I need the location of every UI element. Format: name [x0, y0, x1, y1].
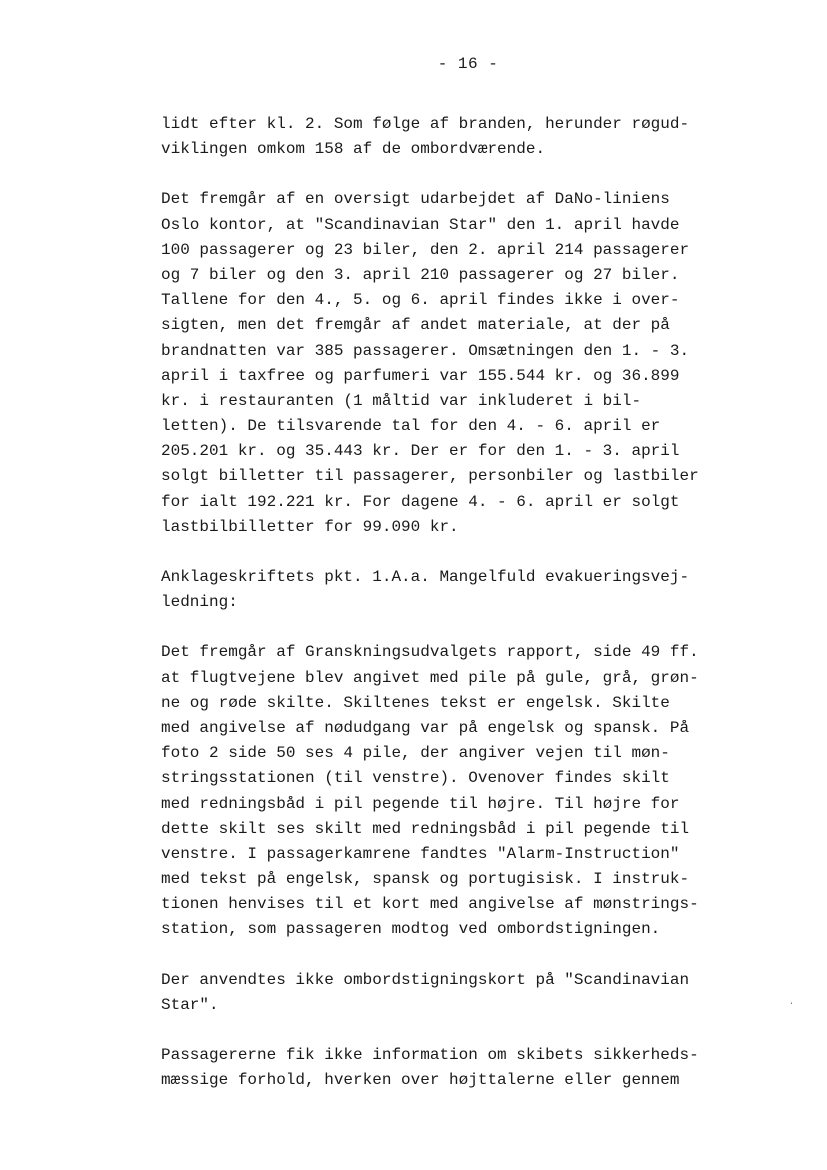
- text-line: med tekst på engelsk, spansk og portugisisk. I instruk-: [161, 870, 690, 889]
- text-line: foto 2 side 50 ses 4 pile, der angiver vejen til møn-: [161, 744, 670, 763]
- body-text: [161, 112, 741, 1118]
- text-line: tionen henvises til et kort med angivelse af mønstrings-: [161, 895, 699, 914]
- text-line: Det fremgår af en oversigt udarbejdet af DaNo-liniens: [161, 190, 670, 209]
- text-line: med angivelse af nødudgang var på engelsk og spansk. På: [161, 718, 690, 737]
- paragraph-fire-casualties: [161, 112, 741, 162]
- text-line: Oslo kontor, at "Scandinavian Star" den 1. april havde: [161, 215, 680, 234]
- text-line: for ialt 192.221 kr. For dagene 4. - 6. april er solgt: [161, 492, 680, 511]
- text-line: venstre. I passagerkamrene fandtes "Alarm-Instruction": [161, 844, 680, 863]
- text-line: ne og røde skilte. Skiltenes tekst er engelsk. Skilte: [161, 693, 670, 712]
- text-line: at flugtvejene blev angivet med pile på gule, grå, grøn-: [161, 668, 699, 687]
- text-line: mæssige forhold, hverken over højttalerne eller gennem: [161, 1071, 680, 1090]
- text-line: kr. i restauranten (1 måltid var inkluderet i bil-: [161, 391, 642, 410]
- text-line: Star".: [161, 995, 219, 1014]
- text-line: Tallene for den 4., 5. og 6. april findes ikke i over-: [161, 291, 680, 310]
- section-heading-evacuation: [161, 565, 741, 615]
- text-line: viklingen omkom 158 af de ombordværende.: [161, 140, 546, 159]
- page-number: - 16 -: [437, 55, 499, 73]
- text-line: sigten, men det fremgår af andet materiale, at der på: [161, 316, 670, 335]
- text-line: station, som passageren modtog ved ombordstigningen.: [161, 920, 661, 939]
- text-line: Anklageskriftets pkt. 1.A.a. Mangelfuld evakueringsvej-: [161, 568, 690, 586]
- text-line: Der anvendtes ikke ombordstigningskort på "Scandinavian: [161, 970, 690, 989]
- text-line: 100 passagerer og 23 biler, den 2. april 214 passagerer: [161, 240, 690, 259]
- text-line: stringsstationen (til venstre). Ovenover findes skilt: [161, 769, 670, 788]
- paragraph-escape-routes: [161, 640, 741, 942]
- text-line: dette skilt ses skilt med redningsbåd i pil pegende til: [161, 819, 690, 838]
- text-line: solgt billetter til passagerer, personbiler og lastbiler: [161, 467, 699, 486]
- stray-mark: ʻ: [789, 1002, 794, 1011]
- text-line: april i taxfree og parfumeri var 155.544 kr. og 36.899: [161, 366, 680, 385]
- text-line: lidt efter kl. 2. Som følge af branden, herunder røgud-: [161, 115, 690, 133]
- paragraph-boarding-cards: [161, 968, 741, 1018]
- text-line: Det fremgår af Granskningsudvalgets rapport, side 49 ff.: [161, 643, 699, 662]
- text-line: 205.201 kr. og 35.443 kr. Der er for den 1. - 3. april: [161, 442, 680, 461]
- paragraph-safety-information: [161, 1043, 741, 1093]
- text-line: lastbilbilletter for 99.090 kr.: [161, 517, 459, 536]
- text-line: letten). De tilsvarende tal for den 4. - 6. april er: [161, 417, 661, 436]
- text-line: brandnatten var 385 passagerer. Omsætningen den 1. - 3.: [161, 341, 690, 360]
- paragraph-passenger-overview: [161, 187, 741, 540]
- text-line: Passagererne fik ikke information om skibets sikkerheds-: [161, 1046, 699, 1064]
- text-line: og 7 biler og den 3. april 210 passagerer og 27 biler.: [161, 265, 680, 284]
- text-line: med redningsbåd i pil pegende til højre. Til højre for: [161, 794, 680, 813]
- text-line: ledning:: [161, 593, 238, 612]
